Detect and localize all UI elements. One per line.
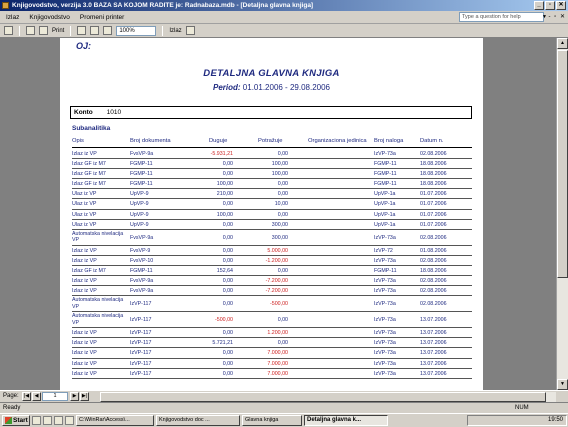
taskbar <box>0 413 568 427</box>
cell-potrazuje: 100,00 <box>271 171 288 178</box>
cell-opis: Automatska nivelacija VP <box>72 313 124 326</box>
col-broj-dokumenta: Broj dokumenta <box>130 138 171 144</box>
cell-broj-dokumenta: FGMP-11 <box>130 161 153 168</box>
table-row <box>72 348 472 358</box>
cell-duguje: 0,00 <box>222 247 233 254</box>
system-tray <box>467 415 567 426</box>
help-search-input[interactable]: Type a question for help <box>459 12 544 22</box>
restore-button[interactable]: ▫ <box>545 1 555 10</box>
table-row <box>72 296 472 312</box>
last-page-icon[interactable]: ▶| <box>81 393 88 399</box>
cell-opis: Izlaz iz VP <box>72 370 97 377</box>
cell-opis: Izlaz iz VP <box>72 151 97 157</box>
cell-potrazuje: -7.200,00 <box>265 288 288 295</box>
cell-duguje: 0,00 <box>222 234 233 241</box>
cell-broj-naloga: UpVP-1a <box>374 201 396 208</box>
table-body <box>72 149 472 379</box>
cell-potrazuje: 5.000,00 <box>267 247 288 254</box>
report-page <box>60 38 483 390</box>
cell-opis: Ulaz iz VP <box>72 211 97 218</box>
app-icon <box>2 2 9 9</box>
windows-logo-icon <box>5 417 12 424</box>
print-button-label[interactable]: Print <box>52 27 65 34</box>
cell-datum: 13.07.2006 <box>420 350 447 357</box>
clock: 19:50 <box>547 417 563 423</box>
cell-broj-dokumenta: IzVP-117 <box>130 317 152 324</box>
cell-potrazuje: 0,00 <box>277 340 288 347</box>
cell-broj-dokumenta: IzVP-117 <box>130 360 152 367</box>
view-icon[interactable] <box>4 26 13 35</box>
table-row <box>72 189 472 199</box>
next-page-icon[interactable]: ▶ <box>70 392 79 401</box>
col-potrazuje: Potražuje <box>258 138 283 144</box>
cell-broj-naloga: IzVP-72 <box>374 247 393 254</box>
cell-potrazuje: 0,00 <box>277 317 288 324</box>
cell-potrazuje: 0,00 <box>277 191 288 198</box>
cell-broj-dokumenta: FvsVP-9a <box>130 234 154 241</box>
cell-potrazuje: 1.200,00 <box>267 330 288 337</box>
cell-duguje: 0,00 <box>222 350 233 357</box>
task-glavna-knjiga[interactable]: Glavna knjiga <box>242 415 302 426</box>
cell-broj-naloga: FGMP-11 <box>374 161 397 168</box>
table-row <box>72 149 472 159</box>
cell-datum: 01.07.2006 <box>420 211 447 218</box>
cell-broj-naloga: IzVP-73a <box>374 301 396 308</box>
report-preview-area <box>0 38 556 390</box>
cell-broj-naloga: UpVP-1a <box>374 191 396 198</box>
cell-duguje: 0,00 <box>222 201 233 208</box>
konto-value: 1010 <box>106 109 122 116</box>
help-dropdown-icon[interactable]: ▼ <box>542 14 547 20</box>
zoom-select[interactable]: 100% <box>116 26 156 36</box>
start-label: Start <box>13 417 28 424</box>
cell-broj-dokumenta: FvsVP-10 <box>130 257 154 264</box>
cell-broj-dokumenta: IzVP-117 <box>130 340 152 347</box>
cell-potrazuje: 0,00 <box>277 267 288 274</box>
cell-broj-naloga: FGMP-11 <box>374 267 397 274</box>
prev-page-icon[interactable]: ◀ <box>32 392 41 401</box>
cell-broj-dokumenta: IzVP-117 <box>130 370 152 377</box>
cell-broj-dokumenta: IzVP-117 <box>130 350 152 357</box>
report-period <box>60 83 483 92</box>
toolbar <box>0 24 568 38</box>
minimize-button[interactable]: _ <box>534 1 544 10</box>
cell-potrazuje: 0,00 <box>277 181 288 188</box>
cell-duguje: 0,00 <box>222 278 233 285</box>
exit-button[interactable]: Izlaz <box>169 27 182 34</box>
one-page-icon[interactable] <box>77 26 86 35</box>
cell-duguje: 100,00 <box>216 181 233 188</box>
cell-duguje: 0,00 <box>222 360 233 367</box>
cell-datum: 18.08.2006 <box>420 171 447 178</box>
cell-potrazuje: 300,00 <box>271 234 288 241</box>
table-row <box>72 266 472 276</box>
cell-datum: 02.08.2006 <box>420 288 447 295</box>
cell-duguje: 100,00 <box>216 211 233 218</box>
section-title: Subanalitika <box>72 125 111 132</box>
cell-duguje: -5.931,21 <box>210 151 233 157</box>
oj-label: OJ: <box>76 41 92 51</box>
cell-potrazuje: 7.000,00 <box>267 370 288 377</box>
cell-opis: Izlaz iz VP <box>72 288 97 295</box>
vertical-scrollbar[interactable] <box>556 38 568 390</box>
col-broj-naloga: Broj naloga <box>374 138 404 144</box>
cell-duguje: 0,00 <box>222 370 233 377</box>
table-row <box>72 159 472 169</box>
page-label: Page: <box>3 393 19 399</box>
scroll-up-icon[interactable]: ▲ <box>557 38 568 49</box>
cell-opis: Ulaz iz VP <box>72 221 97 228</box>
cell-duguje: 0,00 <box>222 161 233 168</box>
cell-potrazuje: 7.000,00 <box>267 360 288 367</box>
cell-broj-naloga: IzVP-73a <box>374 340 396 347</box>
menu-item-knjigovodstvo[interactable]: Knjigovodstvo <box>29 13 70 21</box>
horizontal-scrollbar[interactable] <box>100 392 556 402</box>
cell-broj-dokumenta: FvsVP-9a <box>130 151 154 157</box>
document-window-controls[interactable]: - ▫ ✕ <box>548 14 566 20</box>
scroll-thumb[interactable] <box>557 50 568 278</box>
two-pages-icon[interactable] <box>90 26 99 35</box>
cell-broj-dokumenta: IzVP-117 <box>130 301 152 308</box>
cell-datum: 13.07.2006 <box>420 370 447 377</box>
page-setup-icon[interactable] <box>39 26 48 35</box>
scroll-down-icon[interactable]: ▼ <box>557 379 568 390</box>
cell-opis: Ulaz iz VP <box>72 191 97 198</box>
cell-broj-dokumenta: UpVP-9 <box>130 191 149 198</box>
multiple-pages-icon[interactable] <box>103 26 112 35</box>
report-title: DETALJNA GLAVNA KNJIGA <box>203 68 340 79</box>
cell-duguje: 0,00 <box>222 301 233 308</box>
quicklaunch-ie-icon[interactable] <box>43 416 52 425</box>
cell-broj-dokumenta: FGMP-11 <box>130 181 153 188</box>
cell-broj-naloga: IzVP-73a <box>374 330 396 337</box>
start-button[interactable] <box>2 415 30 426</box>
cell-datum: 01.08.2006 <box>420 247 447 254</box>
cell-opis: Ulaz iz VP <box>72 201 97 208</box>
cell-datum: 13.07.2006 <box>420 330 447 337</box>
period-label: Period: <box>213 83 241 92</box>
col-organizaciona-jedinica: Organizaciona jedinica <box>308 138 367 144</box>
cell-potrazuje: -1.200,00 <box>265 257 288 264</box>
cell-opis: Izlaz iz VP <box>72 360 97 367</box>
menu-item-izlaz[interactable]: Izlaz <box>6 13 20 21</box>
cell-opis: Automatska nivelacija VP <box>72 297 124 310</box>
cell-broj-dokumenta: UpVP-9 <box>130 211 149 218</box>
cell-datum: 01.07.2006 <box>420 221 447 228</box>
table-row <box>72 338 472 348</box>
first-page-icon[interactable]: |◀ <box>23 393 30 399</box>
cell-duguje: -500,00 <box>215 317 233 324</box>
cell-potrazuje: 300,00 <box>271 221 288 228</box>
cell-broj-dokumenta: FvsVP-9a <box>130 278 154 285</box>
close-button[interactable]: ✕ <box>556 1 566 10</box>
toolbar-separator <box>162 26 163 36</box>
cell-broj-dokumenta: FGMP-11 <box>130 267 153 274</box>
cell-duguje: 152,64 <box>216 267 233 274</box>
table-row <box>72 369 472 379</box>
cell-datum: 02.08.2006 <box>420 151 447 157</box>
cell-broj-naloga: IzVP-73a <box>374 288 396 295</box>
cell-opis: Izlaz iz VP <box>72 257 97 264</box>
cell-broj-naloga: IzVP-73a <box>374 234 396 241</box>
cell-broj-naloga: FGMP-11 <box>374 181 397 188</box>
cell-broj-naloga: IzVP-73a <box>374 360 396 367</box>
cell-opis: Izlaz GF iz M7 <box>72 171 106 178</box>
cell-datum: 02.08.2006 <box>420 301 447 308</box>
cell-duguje: 0,00 <box>222 288 233 295</box>
col-opis: Opis <box>72 138 84 144</box>
cell-duguje: 0,00 <box>222 171 233 178</box>
menu-item-promeni-printer[interactable]: Promeni printer <box>79 13 125 21</box>
cell-opis: Izlaz iz VP <box>72 278 97 285</box>
col-datum: Datum n. <box>420 138 444 144</box>
table-row <box>72 312 472 328</box>
toolbar-separator <box>70 26 71 36</box>
quicklaunch-app-icon[interactable] <box>65 416 74 425</box>
toolbar-separator <box>19 26 20 36</box>
title-bar <box>0 0 568 11</box>
page-number-input[interactable]: 1 <box>42 392 68 401</box>
cell-broj-naloga: IzVP-73a <box>374 317 396 324</box>
table-row <box>72 256 472 266</box>
cell-datum: 18.08.2006 <box>420 161 447 168</box>
cell-broj-naloga: IzVP-73a <box>374 151 396 157</box>
status-bar <box>0 402 568 413</box>
table-row <box>72 169 472 179</box>
cell-potrazuje: 7.000,00 <box>267 350 288 357</box>
table-row <box>72 286 472 296</box>
cell-opis: Izlaz GF iz M7 <box>72 267 106 274</box>
print-icon[interactable] <box>26 26 35 35</box>
task-detaljna-glavna-knjiga[interactable]: Detaljna glavna k... <box>304 415 388 426</box>
task-winrar-access[interactable]: C:\WinRar\Access\... <box>76 415 154 426</box>
cell-broj-dokumenta: FvsVP-9 <box>130 247 151 254</box>
cell-opis: Izlaz iz VP <box>72 330 97 337</box>
hscroll-thumb[interactable] <box>100 392 546 402</box>
cell-opis: Izlaz iz VP <box>72 340 97 347</box>
cell-broj-naloga: FGMP-11 <box>374 171 397 178</box>
cell-opis: Izlaz iz VP <box>72 247 97 254</box>
office-links-icon[interactable] <box>186 26 195 35</box>
cell-potrazuje: 0,00 <box>277 211 288 218</box>
cell-opis: Automatska nivelacija VP <box>72 230 124 244</box>
table-row <box>72 246 472 256</box>
cell-opis: Izlaz iz VP <box>72 350 97 357</box>
cell-datum: 01.07.2006 <box>420 191 447 198</box>
period-value: 01.01.2006 - 29.08.2006 <box>242 83 330 92</box>
cell-broj-naloga: UpVP-1a <box>374 211 396 218</box>
cell-broj-dokumenta: UpVP-9 <box>130 221 149 228</box>
col-duguje: Duguje <box>209 138 228 144</box>
cell-datum: 02.08.2006 <box>420 278 447 285</box>
cell-duguje: 0,00 <box>222 221 233 228</box>
table-row <box>72 199 472 209</box>
cell-datum: 18.08.2006 <box>420 181 447 188</box>
cell-broj-naloga: IzVP-73a <box>374 257 396 264</box>
cell-potrazuje: 0,00 <box>277 151 288 157</box>
cell-broj-dokumenta: FvsVP-9a <box>130 288 154 295</box>
table-row <box>72 220 472 230</box>
cell-broj-naloga: IzVP-73a <box>374 350 396 357</box>
cell-potrazuje: 100,00 <box>271 161 288 168</box>
konto-label: Konto <box>74 109 93 116</box>
quicklaunch-explorer-icon[interactable] <box>54 416 63 425</box>
cell-broj-naloga: IzVP-73a <box>374 370 396 377</box>
konto-box <box>70 106 472 119</box>
table-header <box>72 138 472 148</box>
cell-datum: 01.07.2006 <box>420 201 447 208</box>
cell-datum: 13.07.2006 <box>420 340 447 347</box>
num-lock-indicator: NUM <box>515 405 529 411</box>
cell-broj-dokumenta: FGMP-11 <box>130 171 153 178</box>
table-row <box>72 276 472 286</box>
page-navigation <box>0 390 568 402</box>
status-text: Ready <box>3 405 21 411</box>
cell-duguje: 0,00 <box>222 257 233 264</box>
cell-potrazuje: 10,00 <box>274 201 288 208</box>
cell-broj-naloga: IzVP-73a <box>374 278 396 285</box>
window-title: Knjigovodstvo, verzija 3.0 BAZA SA KOJOM RADITE je: Radnabaza.mdb - [Detaljna glavna knjiga] <box>12 2 314 9</box>
cell-potrazuje: -500,00 <box>270 301 288 308</box>
cell-duguje: 0,00 <box>222 330 233 337</box>
cell-potrazuje: -7.200,00 <box>265 278 288 285</box>
cell-opis: Izlaz GF iz M7 <box>72 181 106 188</box>
cell-datum: 18.08.2006 <box>420 267 447 274</box>
table-row <box>72 359 472 369</box>
table-row <box>72 230 472 246</box>
quicklaunch-desktop-icon[interactable] <box>32 416 41 425</box>
cell-datum: 02.08.2006 <box>420 234 447 241</box>
cell-datum: 13.07.2006 <box>420 317 447 324</box>
cell-datum: 02.08.2006 <box>420 257 447 264</box>
cell-duguje: 210,00 <box>216 191 233 198</box>
cell-datum: 13.07.2006 <box>420 360 447 367</box>
table-row <box>72 210 472 220</box>
cell-broj-dokumenta: UpVP-9 <box>130 201 149 208</box>
cell-broj-dokumenta: IzVP-117 <box>130 330 152 337</box>
table-row <box>72 179 472 189</box>
table-row <box>72 328 472 338</box>
task-knjigovodstvo[interactable]: Knjigovodstvo doc ... <box>156 415 240 426</box>
cell-opis: Izlaz GF iz M7 <box>72 161 106 168</box>
cell-duguje: 5.721,21 <box>212 340 233 347</box>
cell-broj-naloga: UpVP-1a <box>374 221 396 228</box>
